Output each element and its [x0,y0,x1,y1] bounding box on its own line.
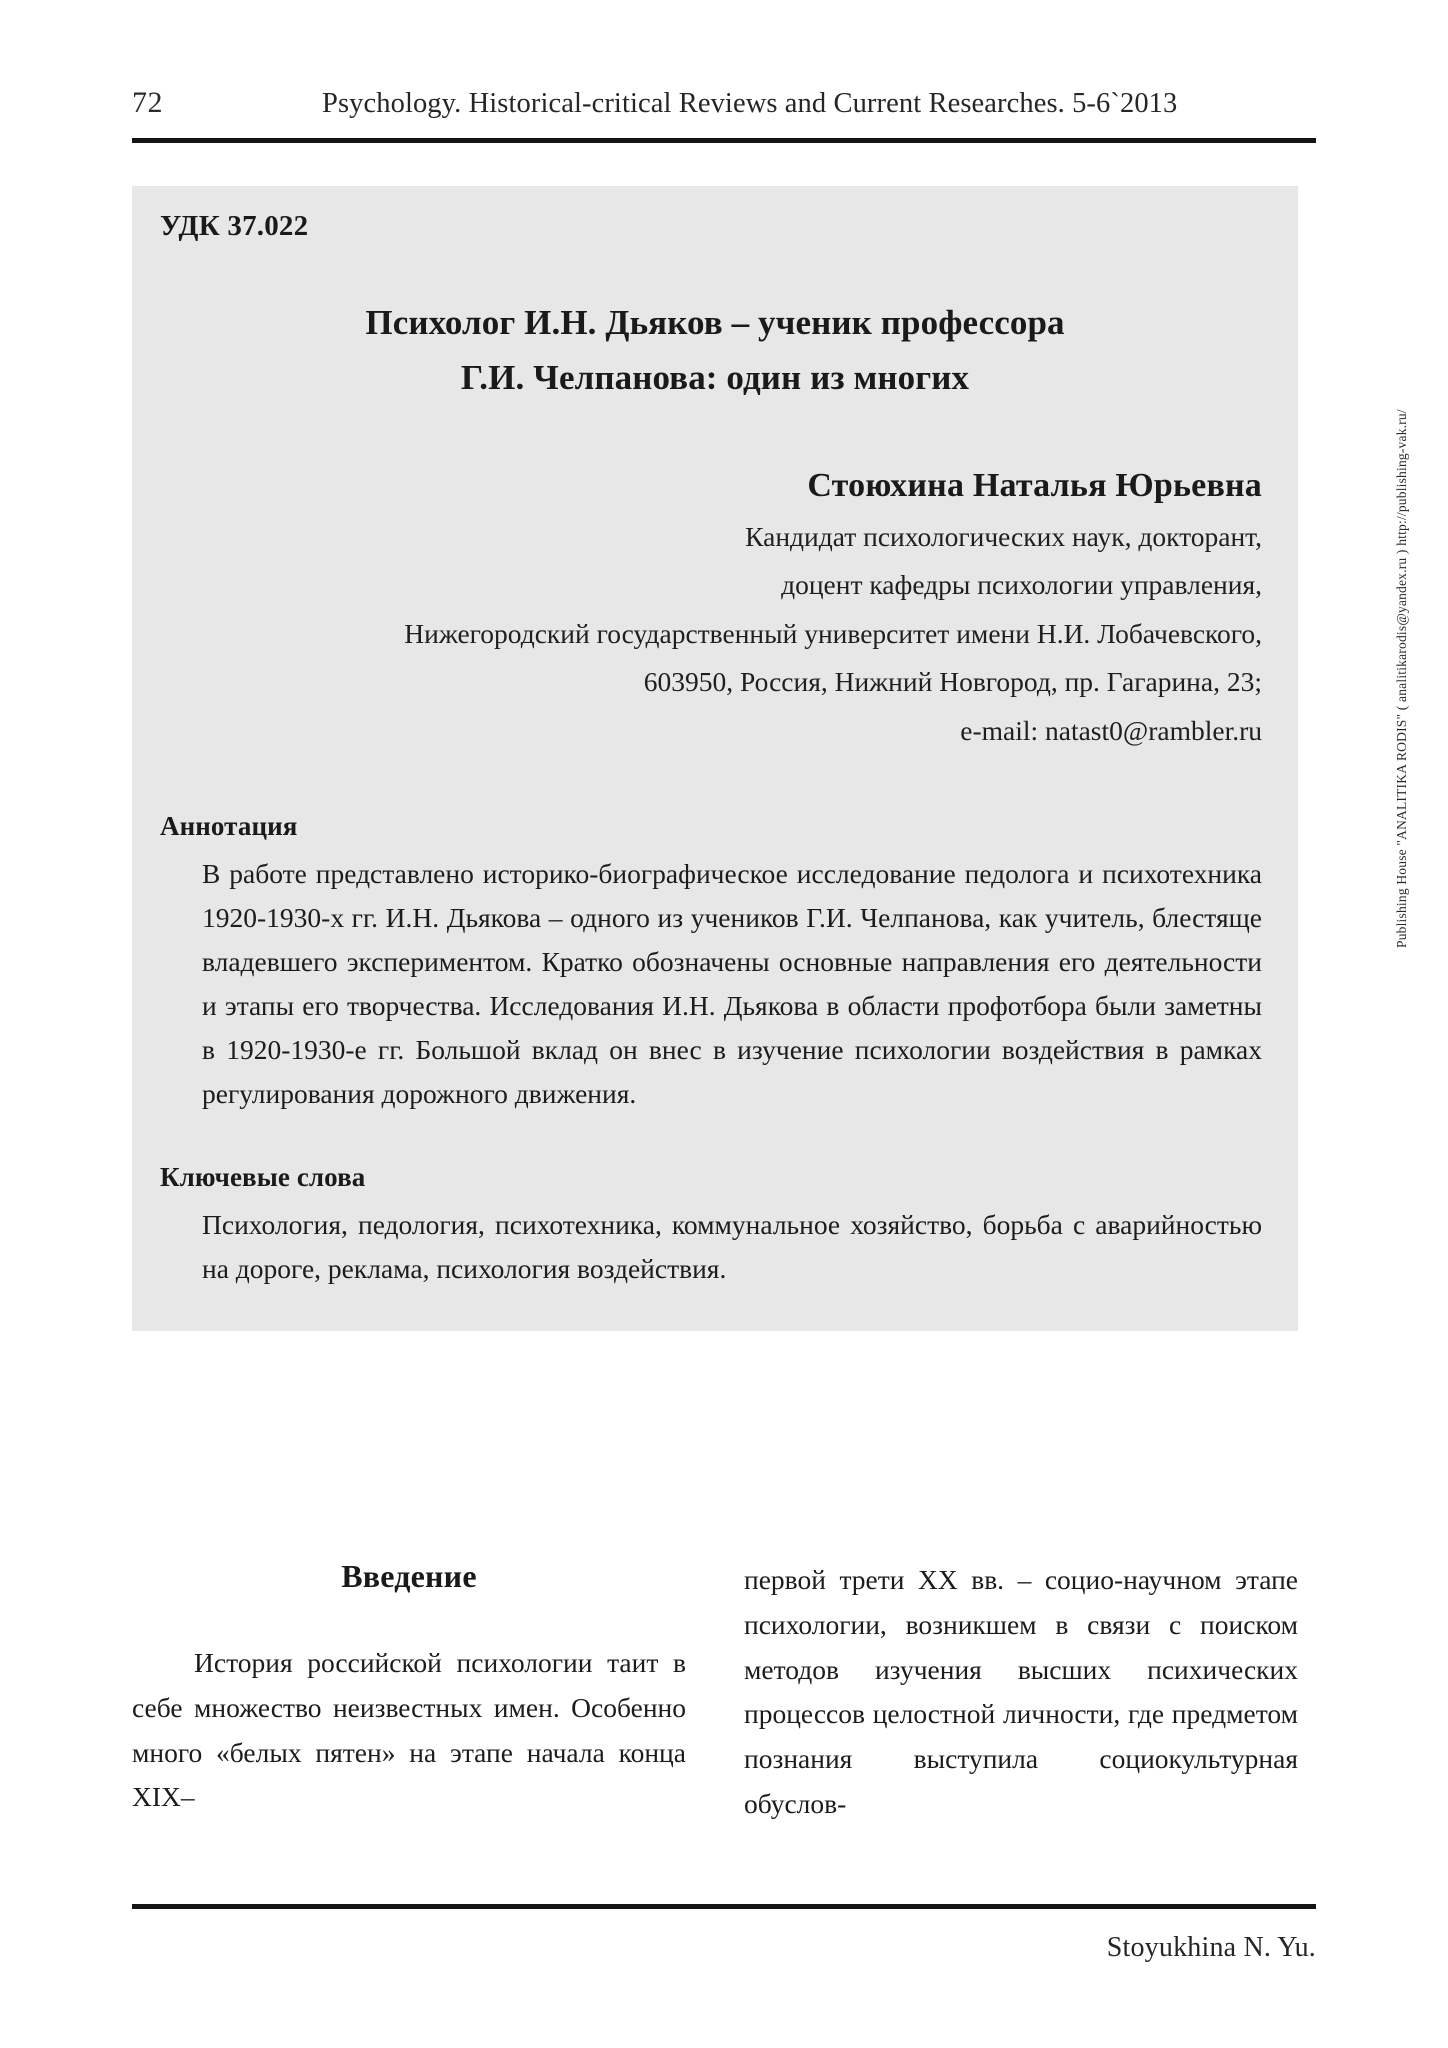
author-block [132,406,1298,754]
footer-rule [132,1904,1316,1909]
article-title-line-2: Г.И. Челпанова: один из многих [460,358,970,398]
author-name: Стоюхина Наталья Юрьевна [807,466,1262,504]
journal-title-line: Psychology. Historical-critical Reviews and Current Researches. 5-6`2013 [322,88,1178,119]
page-number: 72 [132,86,163,119]
running-head [132,86,1316,120]
introduction-heading: Введение [341,1558,477,1594]
publisher-side-note: Publishing House "ANALITIKA RODIS" ( analitikarodis@yandex.ru ) http://publishing-vak.ru/ [1394,409,1409,948]
author-affiliation: Нижегородский государственный университет имени Н.И. Лобачевского, [404,617,1262,649]
abstract-heading: Аннотация [160,811,298,842]
body-columns [132,1558,1298,1827]
keywords-heading: Ключевые слова [160,1162,366,1193]
keywords-text: Психология, педология, психотехника, коммунальное хозяйство, борьба с аварийностью на дороге, реклама, психология воздействия. [202,1209,1262,1285]
author-email: e-mail: natast0@rambler.ru [960,714,1262,746]
author-position: доцент кафедры психологии управления, [781,569,1262,601]
article-title-line-1: Психолог И.Н. Дьяков – ученик профессора [365,303,1065,342]
article-title [132,243,1298,406]
intro-paragraph-left: История российской психологии таит в себе множество неизвестных имен. Особенно много «белых пятен» на этапе начала конца XIX– [132,1647,686,1813]
author-address: 603950, Россия, Нижний Новгород, пр. Гагарина, 23; [643,666,1262,698]
body-column-left [132,1558,686,1827]
footer-author-name: Stoyukhina N. Yu. [1106,1932,1316,1963]
header-rule [132,138,1316,143]
body-column-right [744,1558,1298,1827]
author-degree: Кандидат психологических наук, докторант, [745,520,1262,552]
article-meta-panel [132,186,1298,1331]
udk-code: УДК 37.022 [160,210,309,242]
abstract-text: В работе представлено историко-биографическое исследование педолога и психотехника 1920-1930-х гг. И.Н. Дьякова – одного из учеников Г.И. Челпанова, как учитель, блестяще владевшего экспериментом. Кратко обозначены основные направления его деятельности и этапы его творчества. Исследования И.Н. Дьякова в области профотбора были заметны в 1920-1930-е гг. Большой вклад он внес в изучение психологии воздействия в рамках регулирования дорожного движения. [202,858,1262,1110]
panel-bottom-spacer [132,1291,1298,1331]
intro-paragraph-right: первой трети XX вв. – социо-научном этапе психологии, возникшем в связи с поиском методов изучения высших психических процессов целостной личности, где предметом познания выступила социокультурная обуслов- [744,1564,1298,1820]
